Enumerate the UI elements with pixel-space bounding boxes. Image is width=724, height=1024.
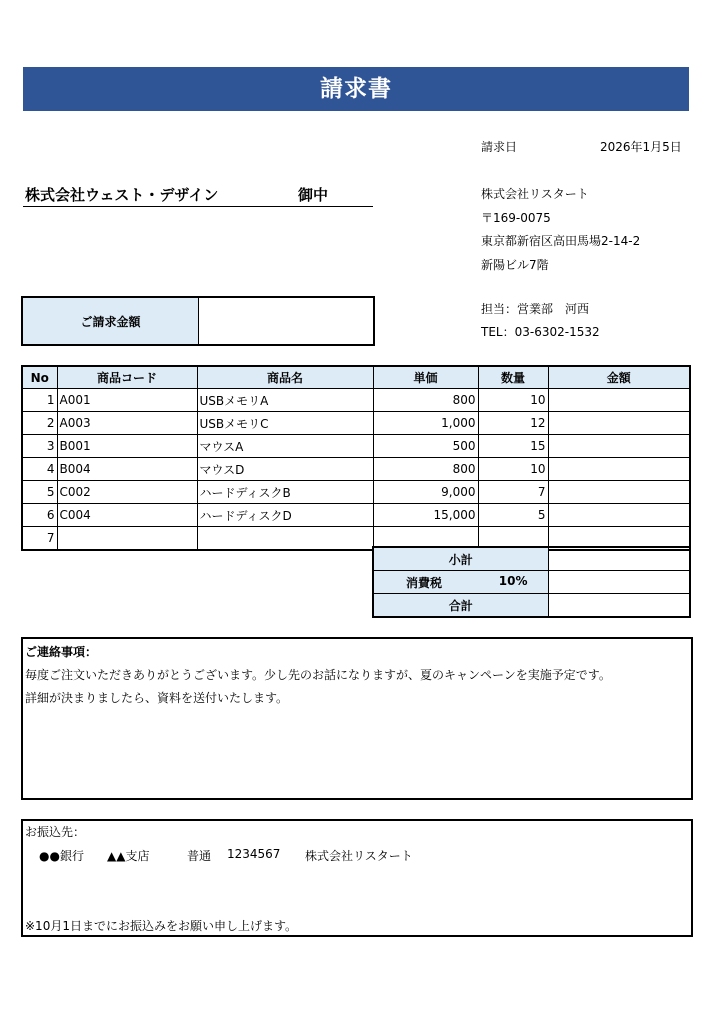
invoice-date-label: 請求日: [481, 140, 518, 154]
tax-rate: 10%: [498, 573, 528, 588]
row-qty: 10: [478, 389, 548, 412]
bank-branch: ▲▲支店: [107, 849, 150, 863]
header-price: 単価: [373, 366, 478, 389]
row-amount: [548, 389, 690, 412]
row-amount: [548, 504, 690, 527]
row-name: USBメモリA: [197, 389, 373, 412]
bank-account-number: 1234567: [227, 847, 281, 861]
row-name: マウスA: [197, 435, 373, 458]
tax-value: [548, 571, 690, 594]
row-qty: 5: [478, 504, 548, 527]
table-row: [22, 504, 690, 527]
issuer-address: 東京都新宿区高田馬場2-14-2: [481, 234, 641, 248]
row-code: [57, 527, 197, 551]
row-amount: [548, 481, 690, 504]
table-row: [22, 412, 690, 435]
row-amount: [548, 435, 690, 458]
client-honorific: 御中: [298, 186, 329, 204]
notes-box: [21, 637, 693, 800]
row-no: 4: [22, 458, 57, 481]
row-qty: 10: [478, 458, 548, 481]
bank-box: [21, 819, 693, 937]
header-name: 商品名: [197, 366, 373, 389]
row-code: C004: [57, 504, 197, 527]
row-amount: [548, 458, 690, 481]
row-code: B004: [57, 458, 197, 481]
row-no: 1: [22, 389, 57, 412]
issuer-contact: 担当：営業部 河西: [481, 302, 590, 316]
row-no: 7: [22, 527, 57, 551]
row-price: 800: [373, 458, 478, 481]
row-no: 2: [22, 412, 57, 435]
row-amount: [548, 412, 690, 435]
notes-line-1: 毎度ご注文いただきありがとうございます。少し先のお話になりますが、夏のキャンペーンを実施予定です。: [25, 668, 611, 682]
tax-row: [373, 571, 690, 594]
row-name: [197, 527, 373, 551]
row-name: ハードディスクD: [197, 504, 373, 527]
client-underline: [23, 206, 373, 207]
tax-label: 消費税: [406, 575, 443, 590]
table-row: [22, 481, 690, 504]
row-name: USBメモリC: [197, 412, 373, 435]
row-code: A003: [57, 412, 197, 435]
issuer-building: 新陽ビル7階: [481, 258, 549, 272]
row-code: A001: [57, 389, 197, 412]
invoice-date-value: 2026年1月5日: [600, 140, 682, 154]
client-name: 株式会社ウェスト・デザイン: [25, 186, 219, 204]
header-code: 商品コード: [57, 366, 197, 389]
row-code: B001: [57, 435, 197, 458]
header-qty: 数量: [478, 366, 548, 389]
row-price: 9,000: [373, 481, 478, 504]
total-row: [373, 594, 690, 618]
header-amount: 金額: [548, 366, 690, 389]
header-no: No: [22, 366, 57, 389]
bank-account-holder: 株式会社リスタート: [305, 849, 413, 863]
total-value: [548, 594, 690, 618]
items-table: [21, 365, 691, 551]
table-row: [22, 435, 690, 458]
row-no: 3: [22, 435, 57, 458]
bank-account-type: 普通: [187, 849, 212, 863]
table-header-row: [22, 366, 690, 389]
tax-cell: [373, 571, 548, 594]
notes-heading: ご連絡事項：: [25, 645, 98, 659]
row-qty: 15: [478, 435, 548, 458]
row-price: 15,000: [373, 504, 478, 527]
row-qty: 12: [478, 412, 548, 435]
totals-table: [372, 546, 691, 618]
invoice-title: 請求書: [23, 67, 689, 111]
issuer-tel: TEL：03-6302-1532: [481, 325, 600, 339]
billing-amount-value: [199, 298, 373, 344]
row-code: C002: [57, 481, 197, 504]
row-price: 1,000: [373, 412, 478, 435]
table-row: [22, 458, 690, 481]
row-price: 800: [373, 389, 478, 412]
subtotal-value: [548, 547, 690, 571]
row-name: マウスD: [197, 458, 373, 481]
table-row: [22, 389, 690, 412]
row-no: 6: [22, 504, 57, 527]
row-price: 500: [373, 435, 478, 458]
total-label: 合計: [373, 594, 548, 618]
row-no: 5: [22, 481, 57, 504]
bank-heading: お振込先：: [25, 825, 86, 839]
row-qty: 7: [478, 481, 548, 504]
billing-amount-box: [21, 296, 375, 346]
bank-name: ●●銀行: [39, 849, 84, 863]
bank-deadline-note: ※10月1日までにお振込みをお願い申し上げます。: [25, 919, 298, 933]
billing-amount-label: ご請求金額: [23, 298, 199, 344]
subtotal-label: 小計: [373, 547, 548, 571]
notes-line-2: 詳細が決まりましたら、資料を送付いたします。: [25, 691, 289, 705]
issuer-postal: 〒169-0075: [481, 211, 551, 225]
issuer-company: 株式会社リスタート: [481, 187, 589, 201]
row-name: ハードディスクB: [197, 481, 373, 504]
subtotal-row: [373, 547, 690, 571]
